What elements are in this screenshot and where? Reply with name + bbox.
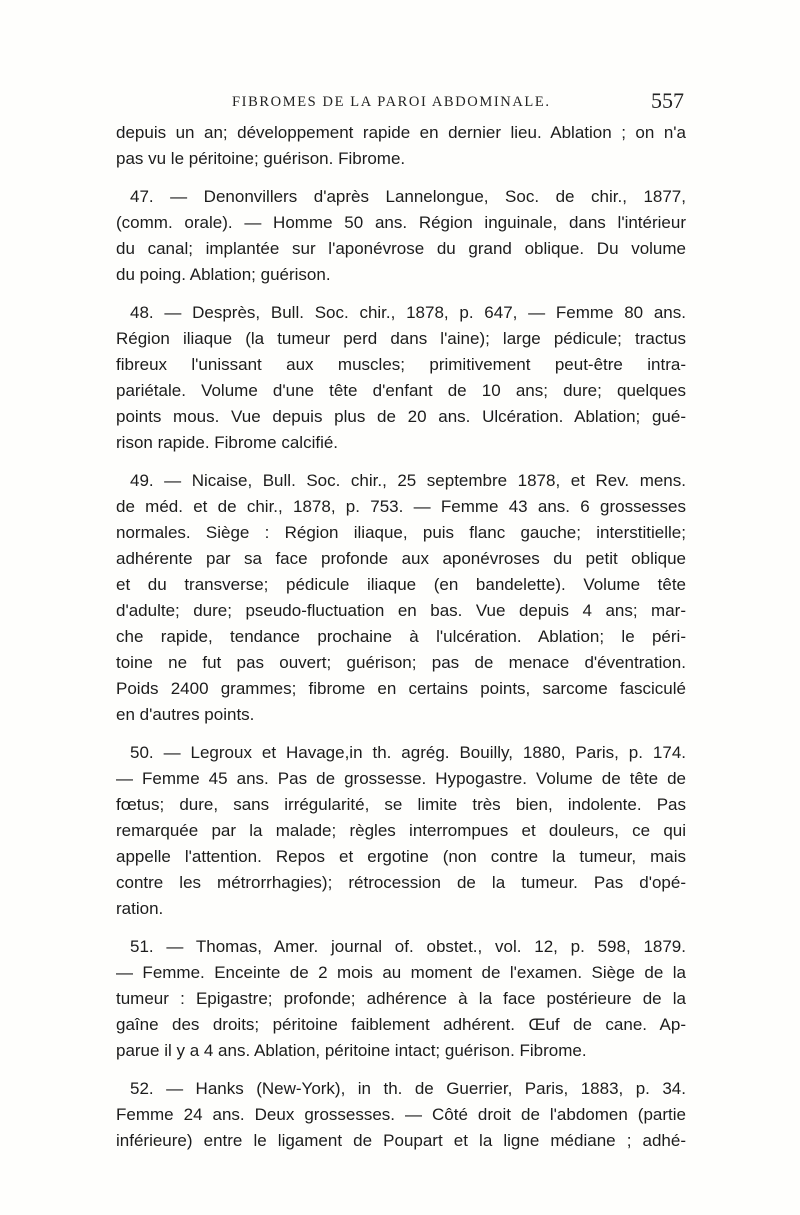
text-line: Région iliaque (la tumeur perd dans l'aine); large pédicule; tractus [116,329,686,348]
text-line: du poing. Ablation; guérison. [116,265,331,284]
text-line: normales. Siège : Région iliaque, puis flanc gauche; interstitielle; [116,523,686,542]
text-line: pas vu le péritoine; guérison. Fibrome. [116,149,406,168]
case-entry-50 [116,740,686,922]
text-line: 50. — Legroux et Havage,in th. agrég. Bouilly, 1880, Paris, p. 174. [130,743,686,762]
text-line: Poids 2400 grammes; fibrome en certains points, sarcome fasciculé [116,679,686,698]
text-line: 52. — Hanks (New-York), in th. de Guerrier, Paris, 1883, p. 34. [130,1079,686,1098]
text-line: de méd. et de chir., 1878, p. 753. — Femme 43 ans. 6 grossesses [116,497,686,516]
text-line: — Femme. Enceinte de 2 mois au moment de l'examen. Siège de la [116,963,686,982]
case-entry-49 [116,468,686,728]
text-line: et du transverse; pédicule iliaque (en bandelette). Volume tête [116,575,686,594]
text-line: 51. — Thomas, Amer. journal of. obstet., vol. 12, p. 598, 1879. [130,937,686,956]
text-line: tumeur : Epigastre; profonde; adhérence à la face postérieure de la [116,989,686,1008]
text-line: che rapide, tendance prochaine à l'ulcération. Ablation; le péri- [116,627,686,646]
text-line: fœtus; dure, sans irrégularité, se limite très bien, indolente. Pas [116,795,686,814]
text-line: 48. — Desprès, Bull. Soc. chir., 1878, p. 647, — Femme 80 ans. [130,303,686,322]
text-line: depuis un an; développement rapide en dernier lieu. Ablation ; on n'a [116,123,686,142]
text-line: fibreux l'unissant aux muscles; primitivement peut-être intra- [116,355,686,374]
text-line: (comm. orale). — Homme 50 ans. Région inguinale, dans l'intérieur [116,213,686,232]
case-entry-48 [116,300,686,456]
text-line: 49. — Nicaise, Bull. Soc. chir., 25 septembre 1878, et Rev. mens. [130,471,686,490]
text-line: en d'autres points. [116,705,255,724]
text-line: — Femme 45 ans. Pas de grossesse. Hypogastre. Volume de tête de [116,769,686,788]
text-line: points mous. Vue depuis plus de 20 ans. Ulcération. Ablation; gué- [116,407,686,426]
paragraph-continuation [116,120,686,172]
text-line: Femme 24 ans. Deux grossesses. — Côté droit de l'abdomen (partie [116,1105,686,1124]
text-line: adhérente par sa face profonde aux aponévroses du petit oblique [116,549,686,568]
case-entry-47 [116,184,686,288]
page-body [116,120,686,1154]
text-line: ration. [116,899,164,918]
text-line: remarquée par la malade; règles interrompues et douleurs, ce qui [116,821,686,840]
text-line: parue il y a 4 ans. Ablation, péritoine intact; guérison. Fibrome. [116,1041,587,1060]
text-line: appelle l'attention. Repos et ergotine (non contre la tumeur, mais [116,847,686,866]
text-line: du canal; implantée sur l'aponévrose du grand oblique. Du volume [116,239,686,258]
text-line: toine ne fut pas ouvert; guérison; pas de menace d'éventration. [116,653,686,672]
text-line: inférieure) entre le ligament de Poupart et la ligne médiane ; adhé- [116,1131,686,1150]
case-entry-51 [116,934,686,1064]
case-entry-52 [116,1076,686,1154]
running-title: FIBROMES DE LA PAROI ABDOMINALE. [232,94,551,110]
text-line: pariétale. Volume d'une tête d'enfant de 10 ans; dure; quelques [116,381,686,400]
page-number: 557 [651,88,684,113]
text-line: d'adulte; dure; pseudo-fluctuation en bas. Vue depuis 4 ans; mar- [116,601,686,620]
text-line: gaîne des droits; péritoine faiblement adhérent. Œuf de cane. Ap- [116,1015,686,1034]
text-line: 47. — Denonvillers d'après Lannelongue, Soc. de chir., 1877, [130,187,686,206]
page-header [116,88,684,118]
text-line: contre les métrorrhagies); rétrocession de la tumeur. Pas d'opé- [116,873,686,892]
text-line: rison rapide. Fibrome calcifié. [116,433,339,452]
